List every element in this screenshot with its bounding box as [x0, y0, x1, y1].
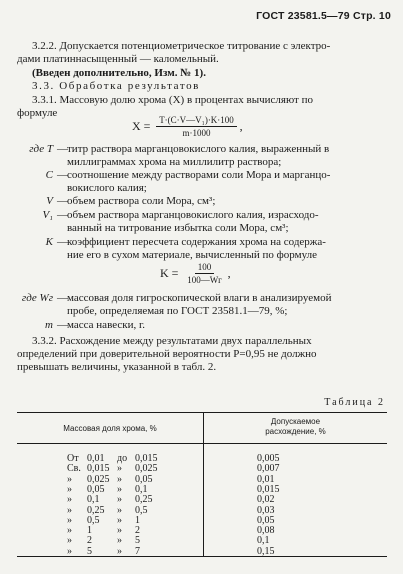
definition-t [17, 143, 397, 169]
table-divider-header [17, 443, 387, 444]
definition-text: массовая доля гигроскопической влаги в анализируемой [67, 292, 332, 304]
definition-text: титр раствора марганцовокислого калия, выраженный в [67, 143, 330, 155]
formula-x-numerator: T·(C·V—V₁)·K·100 [156, 115, 237, 127]
definition-text-cont: ванный на титрование избытка соли Мора, см³; [67, 222, 289, 234]
table-header-tolerance-line1: Допускаемое [270, 417, 321, 426]
range-from: 0,25 [87, 504, 105, 516]
range-from: 0,025 [87, 473, 110, 485]
range-pre: » [67, 504, 72, 516]
table-cell-tolerance: 0,05 [257, 514, 275, 526]
table-header-chromium-fraction: Массовая доля хрома, % [63, 424, 157, 433]
range-pre: » [67, 473, 72, 485]
range-to-word: » [117, 483, 122, 495]
range-pre: » [67, 535, 72, 547]
definition-dash: — [57, 195, 68, 207]
para-3-3-1-line1: 3.3.1. Массовую долю хрома (X) в процентах вычисляют по [32, 94, 313, 106]
formula-x-lhs: X = [132, 119, 151, 133]
range-from: 0,015 [87, 463, 110, 475]
formula-k [160, 262, 234, 285]
range-pre: » [67, 545, 72, 557]
range-to-word: » [117, 504, 122, 516]
definition-dash: — [57, 319, 68, 331]
table-cell-tolerance: 0,02 [257, 494, 275, 506]
range-from: 0,1 [87, 494, 100, 506]
range-pre: От [67, 453, 79, 464]
definition-dash: — [57, 209, 68, 221]
section-3-3-title: 3.3. Обработка результатов [32, 80, 200, 92]
amendment-note: (Введен дополнительно, Изм. № 1). [32, 67, 206, 79]
table-title: Таблица 2 [324, 397, 385, 408]
definition-dash: — [57, 292, 68, 304]
range-to: 7 [135, 545, 140, 557]
range-from: 0,05 [87, 483, 105, 495]
range-to-word: » [117, 545, 122, 557]
page-header: ГОСТ 23581.5—79 Стр. 10 [256, 10, 391, 22]
definition-m [17, 319, 397, 332]
table-cell-tolerance: 0,15 [257, 545, 275, 557]
table-cell-tolerance: 0,005 [257, 453, 280, 464]
formula-k-denominator: 100—Wг [187, 275, 222, 285]
table-cell-tolerance: 0,01 [257, 473, 275, 485]
range-pre: » [67, 494, 72, 506]
definition-text-cont: пробе, определяемая по ГОСТ 23581.1—79, %; [67, 305, 288, 317]
range-to: 0,025 [135, 463, 158, 475]
formula-x-denominator: m·1000 [182, 128, 211, 138]
range-to: 5 [135, 535, 140, 547]
range-to-word: » [117, 525, 122, 537]
table-header-tolerance [204, 417, 387, 437]
formula-k-lhs: K = [160, 266, 179, 280]
definition-symbol: где Wг [21, 292, 53, 304]
range-pre: » [67, 525, 72, 537]
para-3-2-2-line1: 3.2.2. Допускается потенциометрическое титрование с электро- [32, 40, 331, 52]
definition-text: масса навески, г. [67, 319, 145, 331]
range-pre: » [67, 483, 72, 495]
definition-text: коэффициент пересчета содержания хрома на содержа- [67, 236, 326, 248]
definition-v1 [17, 209, 397, 235]
definition-c [17, 169, 397, 195]
definition-text: соотношение между растворами соли Мора и марганцо- [67, 169, 331, 181]
definition-symbol: C [45, 169, 53, 181]
formula-k-numerator: 100 [195, 262, 215, 274]
range-to-word: » [117, 535, 122, 547]
formula-k-fraction [184, 262, 225, 285]
range-pre: Св. [67, 463, 81, 475]
range-from: 1 [87, 525, 92, 537]
definition-text: объем раствора марганцовокислого калия, израсходо- [67, 209, 319, 221]
range-to: 0,015 [135, 453, 158, 464]
range-to: 0,1 [135, 483, 148, 495]
range-from: 5 [87, 545, 92, 557]
range-to-word: до [117, 453, 128, 464]
definition-symbol: m [45, 319, 53, 331]
range-to-word: » [117, 463, 122, 475]
range-to: 1 [135, 514, 140, 526]
definition-symbol: V [46, 195, 53, 207]
definition-dash: — [57, 143, 68, 155]
table-row [17, 546, 387, 557]
definition-v [17, 195, 397, 208]
para-3-3-2-line1: 3.3.2. Расхождение между результатами двух параллельных [32, 335, 312, 347]
table-cell-tolerance: 0,1 [257, 535, 270, 547]
range-pre: » [67, 514, 72, 526]
range-to-word: » [117, 473, 122, 485]
formula-x-tail: , [239, 119, 243, 133]
formula-k-tail: , [227, 266, 231, 280]
definition-text-cont: миллиграммах хрома на миллилитр раствора; [67, 156, 282, 168]
range-from: 2 [87, 535, 92, 547]
definition-k [17, 236, 397, 262]
range-to: 0,05 [135, 473, 153, 485]
para-3-2-2-line2: дами платиннасыщенный — каломельный. [17, 53, 219, 65]
tolerance-table [17, 412, 387, 557]
table-cell-tolerance: 0,08 [257, 525, 275, 537]
range-to: 0,25 [135, 494, 153, 506]
definition-text-cont: вокислого калия; [67, 182, 147, 194]
range-to-word: » [117, 494, 122, 506]
definition-text-cont: ние его в сухом материале, вычисленный по формуле [67, 249, 317, 261]
definition-wg [17, 292, 397, 318]
formula-x [132, 115, 246, 138]
range-from: 0,5 [87, 514, 100, 526]
para-3-3-2-line3: превышать величины, указанной в табл. 2. [17, 361, 217, 373]
table-cell-tolerance: 0,015 [257, 483, 280, 495]
table-cell-tolerance: 0,007 [257, 463, 280, 475]
definition-dash: — [57, 236, 68, 248]
table-cell-tolerance: 0,03 [257, 504, 275, 516]
range-to: 0,5 [135, 504, 148, 516]
definition-text: объем раствора соли Мора, см³; [67, 195, 216, 207]
formula-x-fraction [156, 115, 237, 138]
table-header-tolerance-line2: расхождение, % [265, 427, 326, 436]
range-to-word: » [117, 514, 122, 526]
definition-symbol: V₁ [42, 209, 53, 221]
range-to: 2 [135, 525, 140, 537]
para-3-3-2-line2: определений при доверительной вероятности P=0,95 не должно [17, 348, 317, 360]
range-from: 0,01 [87, 453, 105, 464]
definition-dash: — [57, 169, 68, 181]
definition-symbol: где T [29, 143, 53, 155]
definition-symbol: K [45, 236, 53, 248]
para-3-3-1-line2: формуле [17, 107, 58, 119]
